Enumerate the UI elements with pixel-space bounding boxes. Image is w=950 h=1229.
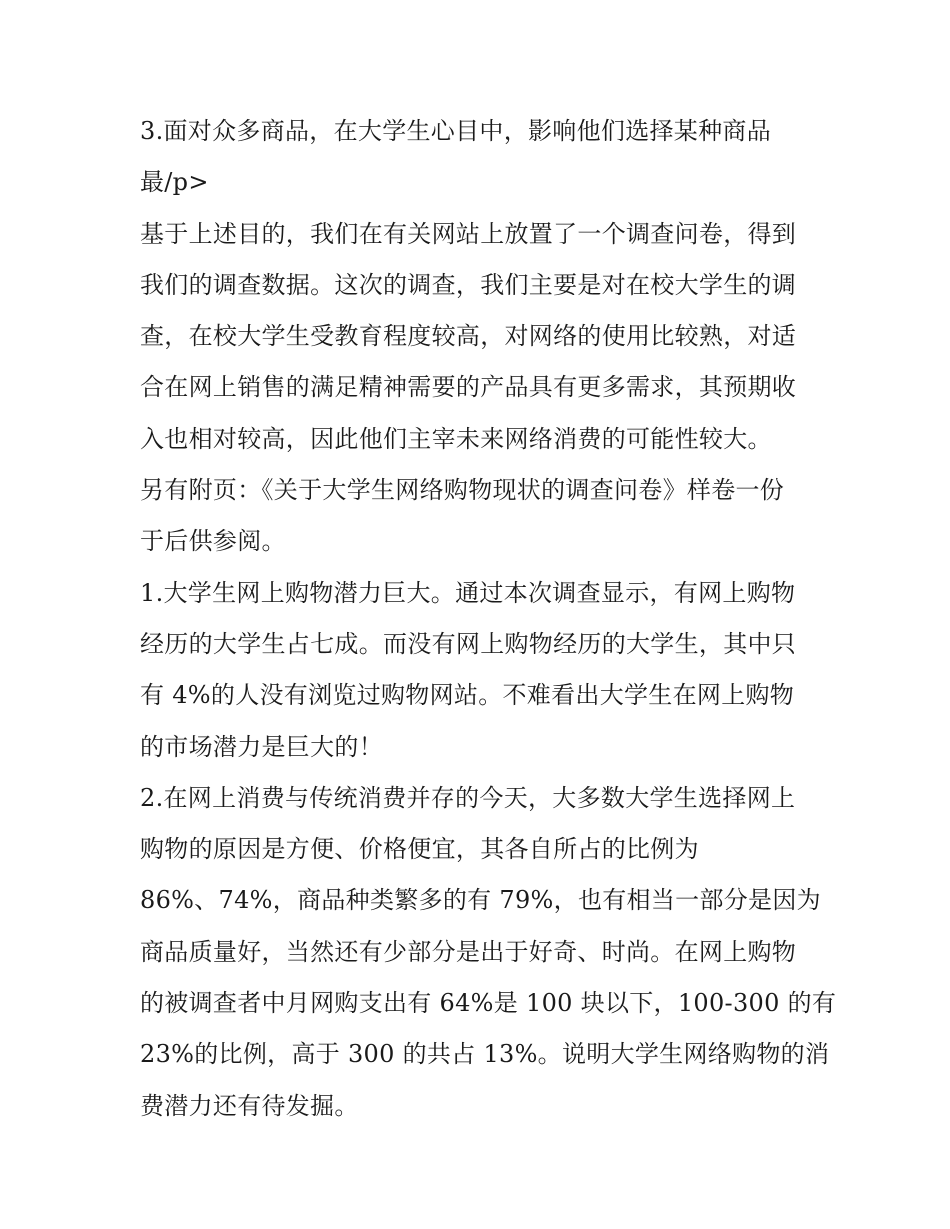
- text-line: 86%、74%，商品种类繁多的有 79%，也有相当一部分是因为: [140, 886, 821, 915]
- text-line: 查，在校大学生受教育程度较高，对网络的使用比较熟，对适: [140, 322, 797, 351]
- text-line: 1.大学生网上购物潜力巨大。通过本次调查显示，有网上购物: [140, 578, 796, 607]
- text-line: 购物的原因是方便、价格便宜，其各自所占的比例为: [140, 835, 699, 864]
- text-line: 经历的大学生占七成。而没有网上购物经历的大学生，其中只: [140, 629, 797, 658]
- text-line: 的被调查者中月网购支出有 64%是 100 块以下，100-300 的有: [140, 989, 837, 1018]
- text-line: 基于上述目的，我们在有关网站上放置了一个调查问卷，得到: [140, 219, 797, 248]
- text-line: 入也相对较高，因此他们主宰未来网络消费的可能性较大。: [140, 424, 772, 453]
- text-line: 合在网上销售的满足精神需要的产品具有更多需求，其预期收: [140, 373, 797, 402]
- text-line: 于后供参阅。: [140, 527, 286, 556]
- text-line: 另有附页：《关于大学生网络购物现状的调查问卷》样卷一份: [140, 476, 785, 505]
- text-line: 商品质量好，当然还有少部分是出于好奇、时尚。在网上购物: [140, 937, 797, 966]
- text-line: 2.在网上消费与传统消费并存的今天，大多数大学生选择网上: [140, 783, 796, 812]
- text-line: 最/p>: [140, 168, 209, 197]
- text-line: 我们的调查数据。这次的调查，我们主要是对在校大学生的调: [140, 270, 797, 299]
- text-line: 3.面对众多商品，在大学生心目中，影响他们选择某种商品: [140, 117, 771, 145]
- document-body: [140, 106, 837, 1132]
- text-line: 有 4%的人没有浏览过购物网站。不难看出大学生在网上购物: [140, 681, 795, 710]
- text-line: 23%的比例，高于 300 的共占 13%。说明大学生网络购物的消: [140, 1040, 830, 1069]
- text-line: 费潜力还有待发掘。: [140, 1091, 359, 1120]
- text-line: 的市场潜力是巨大的！: [140, 732, 383, 761]
